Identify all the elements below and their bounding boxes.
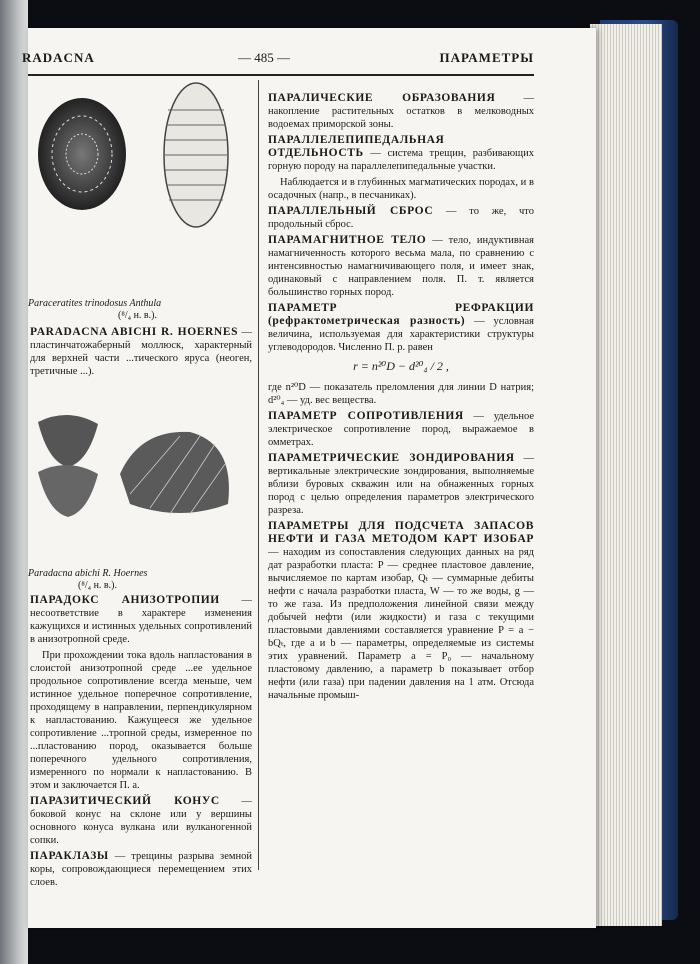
entry-text: — пластинчатожаберный моллюск, характерный для верхней части ...тического яруса (неоген, третичные ...). (30, 327, 252, 377)
running-head-left: RADACNA (22, 50, 95, 65)
entry-head: ПАРАЛИЧЕСКИЕ ОБРАЗОВАНИЯ (268, 92, 496, 104)
book-page (22, 28, 596, 928)
page-edges (590, 24, 662, 926)
page-header (22, 50, 596, 70)
entry-text: — система трещин, разбивающих горную породу на параллелепипедальные участки. (268, 148, 534, 172)
running-head-right: ПАРАМЕТРЫ (439, 50, 534, 65)
column-divider (258, 80, 259, 870)
left-column (28, 80, 254, 888)
entry-head: ПАРАМЕТРЫ ДЛЯ ПОДСЧЕТА ЗАПАСОВ НЕФТИ И ГАЗА МЕТОДОМ КАРТ ИЗОБАР (268, 520, 534, 545)
entry-text: — находим из сопоставления следующих данных на ряд дат разработки пласта: P — среднее пластовое давление, вычисляемое по картам изобар, Qₜ — суммарные дебиты нефти с начала разработки пласта, W — то же воды, g — то же газа. Из предположения линейной связи между добычей нефти (или жидкости) и газа с текущими пластовыми давлениями составляется уравнение P = a − bQₜ, где a и b — параметры, определяемые из системы этих уравнений. Параметр a = P₀ — начальному пластовому давлению, а параметр b показывает отбор нефти (или газа) при падении давления на 1 атм. Отсюда начальные промыш- (268, 547, 534, 701)
figure-caption-1-scale: (⁸/₄ н. в.). (118, 310, 157, 321)
entry-text: — то же, что продольный сброс. (268, 206, 534, 230)
entry-head: PARADACNA ABICHI R. HOERNES (30, 326, 239, 338)
entry-head: ПАРАЗИТИЧЕСКИЙ КОНУС (30, 795, 220, 807)
ammonite-side-figure (156, 80, 236, 230)
entry-head: ПАРАЛЛЕЛЕПИПЕДАЛЬНАЯ ОТДЕЛЬНОСТЬ (268, 134, 445, 159)
figure-caption-2 (28, 568, 248, 592)
figure-caption-1 (28, 298, 248, 322)
entry-text: При прохождении тока вдоль напластования в слоистой анизотропной среде ...ее удельное продольное сопротивление всегда меньше, чем истинное удельное поперечное сопротивление, проходящему в направлении, перпендикулярном к напластованию. Кажущееся же удельное сопротивление ...тропной среды, измеренное по ...пластованию пород, оказывается больше поперечного удельного сопротивления, измеренного по нормали к напластованию. В этом и заключается П. а. (30, 650, 252, 791)
entry-text: — удельное электрическое сопротивление пород, выражаемое в омметрах. (268, 411, 534, 448)
entry-text: — условная величина, используемая для характеристики структуры углеводородов. Численно П. р. равен (268, 316, 535, 353)
figure-caption-1-text: Paraceratites trinodosus Anthula (28, 298, 162, 309)
bivalve-figure-1 (28, 412, 108, 522)
refraction-formula: r = n²⁰D − d²⁰₄ / 2 , (353, 359, 449, 373)
entry-head: ПАРАЛЛЕЛЬНЫЙ СБРОС (268, 205, 434, 217)
entry-text: — боковой конус на склоне или у вершины основного конуса вулкана или вулканогенной сопки. (30, 796, 252, 846)
entry-text: — накопление растительных остатков в мелководных водоемах приморской зоны. (268, 93, 534, 130)
figure-caption-2-text: Paradacna abichi R. Hoernes (28, 568, 148, 579)
entry-head: ПАРАМЕТРИЧЕСКИЕ ЗОНДИРОВАНИЯ (268, 452, 515, 464)
entry-head: ПАРАМЕТР СОПРОТИВЛЕНИЯ (268, 410, 464, 422)
entry-text: — трещины разрыва земной коры, сопровождающиеся перемещением этих слоев. (30, 851, 252, 888)
bivalve-figure-2 (110, 424, 240, 524)
left-entry-1 (30, 326, 252, 381)
header-rule (28, 74, 534, 76)
entry-text: — вертикальные электрические зондирования, выполняемые вблизи буровых скважин или на обнаженных горных пород с целью определения параметров электрического разреза. (268, 453, 535, 516)
entry-text: — тело, индуктивная намагниченность которого весьма мала, по сравнению с интенсивностью намагничивающего поля, и имеет знак, одинаковый с направлением поля. П. т. является большинство горных пород. (268, 235, 534, 298)
figure-caption-2-scale: (⁸/₄ н. в.). (78, 580, 117, 591)
entry-head: ПАРАМАГНИТНОЕ ТЕЛО (268, 234, 427, 246)
entry-text: — несоответствие в характере изменения кажущихся и истинных удельных сопротивлений в анизотропной среде. (30, 595, 252, 645)
ammonite-figure (28, 88, 128, 216)
previous-page-edge (0, 0, 28, 964)
entry-head: ПАРАМЕТР РЕФРАКЦИИ (рефрактометрическая разность) (268, 302, 534, 327)
right-column (268, 92, 534, 872)
entry-text: Наблюдается и в глубинных магматических породах, и в осадочных (напр., в песчаниках). (268, 177, 534, 201)
page-number: — 485 — (238, 50, 290, 65)
entry-head: ПАРАКЛАЗЫ (30, 850, 109, 862)
entry-head: ПАРАДОКС АНИЗОТРОПИИ (30, 594, 220, 606)
left-entries (30, 594, 252, 892)
entry-text: где n²⁰D — показатель преломления для линии D натрия; d²⁰₄ — уд. вес вещества. (268, 382, 534, 406)
